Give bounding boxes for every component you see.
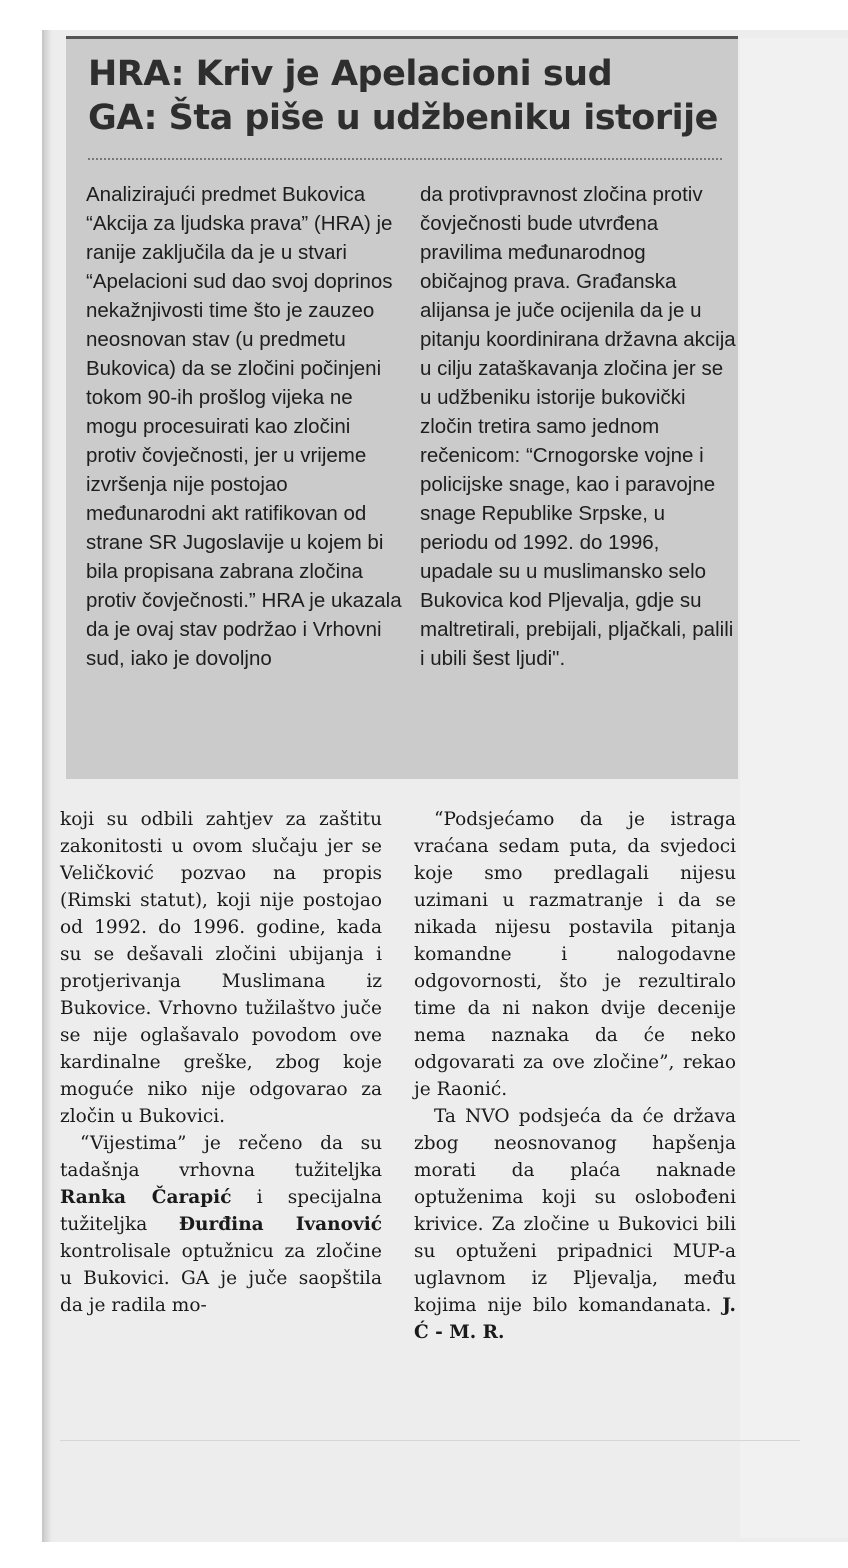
body-paragraph <box>414 1103 736 1346</box>
body-text: “Vijestima” je rečeno da su tadašnja vrhovna tužiteljka <box>60 1133 382 1181</box>
person-name: Đurđina Ivanović <box>178 1214 383 1235</box>
person-name: Ranka Čarapić <box>60 1187 232 1208</box>
headline-line-2: GA: Šta piše u udžbeniku istorije <box>88 98 718 138</box>
body-paragraph: koji su odbili zahtjev za zaštitu zakonitosti u ovom slučaju jer se Veličković pozvao na propis (Rimski statut), koji nije postojao od 1992. do 1996. godine, kada su se dešavali zločini ubijanja i protjerivanja Muslimana iz Bukovice. Vrhovno tužilaštvo juče se nije oglašavalo povodom ove kardinalne greške, zbog koje moguće niko nije odgovarao za zločin u Bukovici. <box>60 809 382 1127</box>
paper-edge-shadow <box>44 30 52 1542</box>
paper-margin <box>740 38 848 1538</box>
body-text: i specijalna tužiteljka <box>60 1187 382 1235</box>
body-paragraph <box>60 1130 382 1319</box>
body-text: Ta NVO podsjeća da će država zbog neosnovanog hapšenja morati da plaća naknade optuženima koji su oslobođeni krivice. Za zločine u Bukovici bili su optuženi pripadnici MUP-a uglavnom iz Pljevalja, među kojima nije bilo komandanata. <box>414 1106 736 1316</box>
body-text: kontrolisale optužnicu za zločine u Bukovici. GA je juče saopštila da je radila mo- <box>60 1241 382 1316</box>
paper-fold <box>60 1440 800 1441</box>
body-paragraph: “Podsjećamo da je istraga vraćana sedam puta, da svjedoci koje smo predlagali nijesu uzimani u razmatranje i da se nikada nijesu postavila pitanja komandne i nalogodavne odgovornosti, što je rezultiralo time da ni nakon dvije decenije nema naznaka da će neko odgovarati za ove zločine”, rekao je Raonić. <box>414 809 736 1100</box>
body-column-right <box>414 806 736 1346</box>
dotted-divider <box>88 158 722 160</box>
body-column-left <box>60 806 382 1319</box>
box-column-left: Analizirajući predmet Bukovica “Akcija za ljudska prava” (HRA) je ranije zaključila da je u stvari “Apelacioni sud dao svoj doprinos nekažnjivosti time što je zauzeo neosnovan stav (u predmetu Bukovica) da se zločini počinjeni tokom 90-ih prošlog vijeka ne mogu procesuirati kao zločini protiv čovječnosti, jer u vrijeme izvršenja nije postojao međunarodni akt ratifikovan od strane SR Jugoslavije u kojem bi bila propisana zabrana zločina protiv čovječnosti.” HRA je ukazala da je ovaj stav podržao i Vrhovni sud, iako je dovoljno <box>86 183 402 670</box>
box-column-right: da protivpravnost zločina protiv čovječnosti bude utvrđena pravilima međunarodnog običajnog prava. Građanska alijansa je juče ocijenila da je u pitanju koordinirana državna akcija u cilju zataškavanja zločina jer se u udžbeniku istorije bukovički zločin tretira samo jednom rečenicom: “Crnogorske vojne i policijske snage, kao i paravojne snage Republike Srpske, u periodu od 1992. do 1996, upadale su u muslimansko selo Bukovica kod Pljevalja, gdje su maltretirali, prebijali, pljačkali, palili i ubili šest ljudi". <box>420 183 736 670</box>
byline: J. Ć - M. R. <box>414 1295 736 1343</box>
headline-line-1: HRA: Kriv je Apelacioni sud <box>88 54 613 94</box>
headline <box>88 52 728 140</box>
